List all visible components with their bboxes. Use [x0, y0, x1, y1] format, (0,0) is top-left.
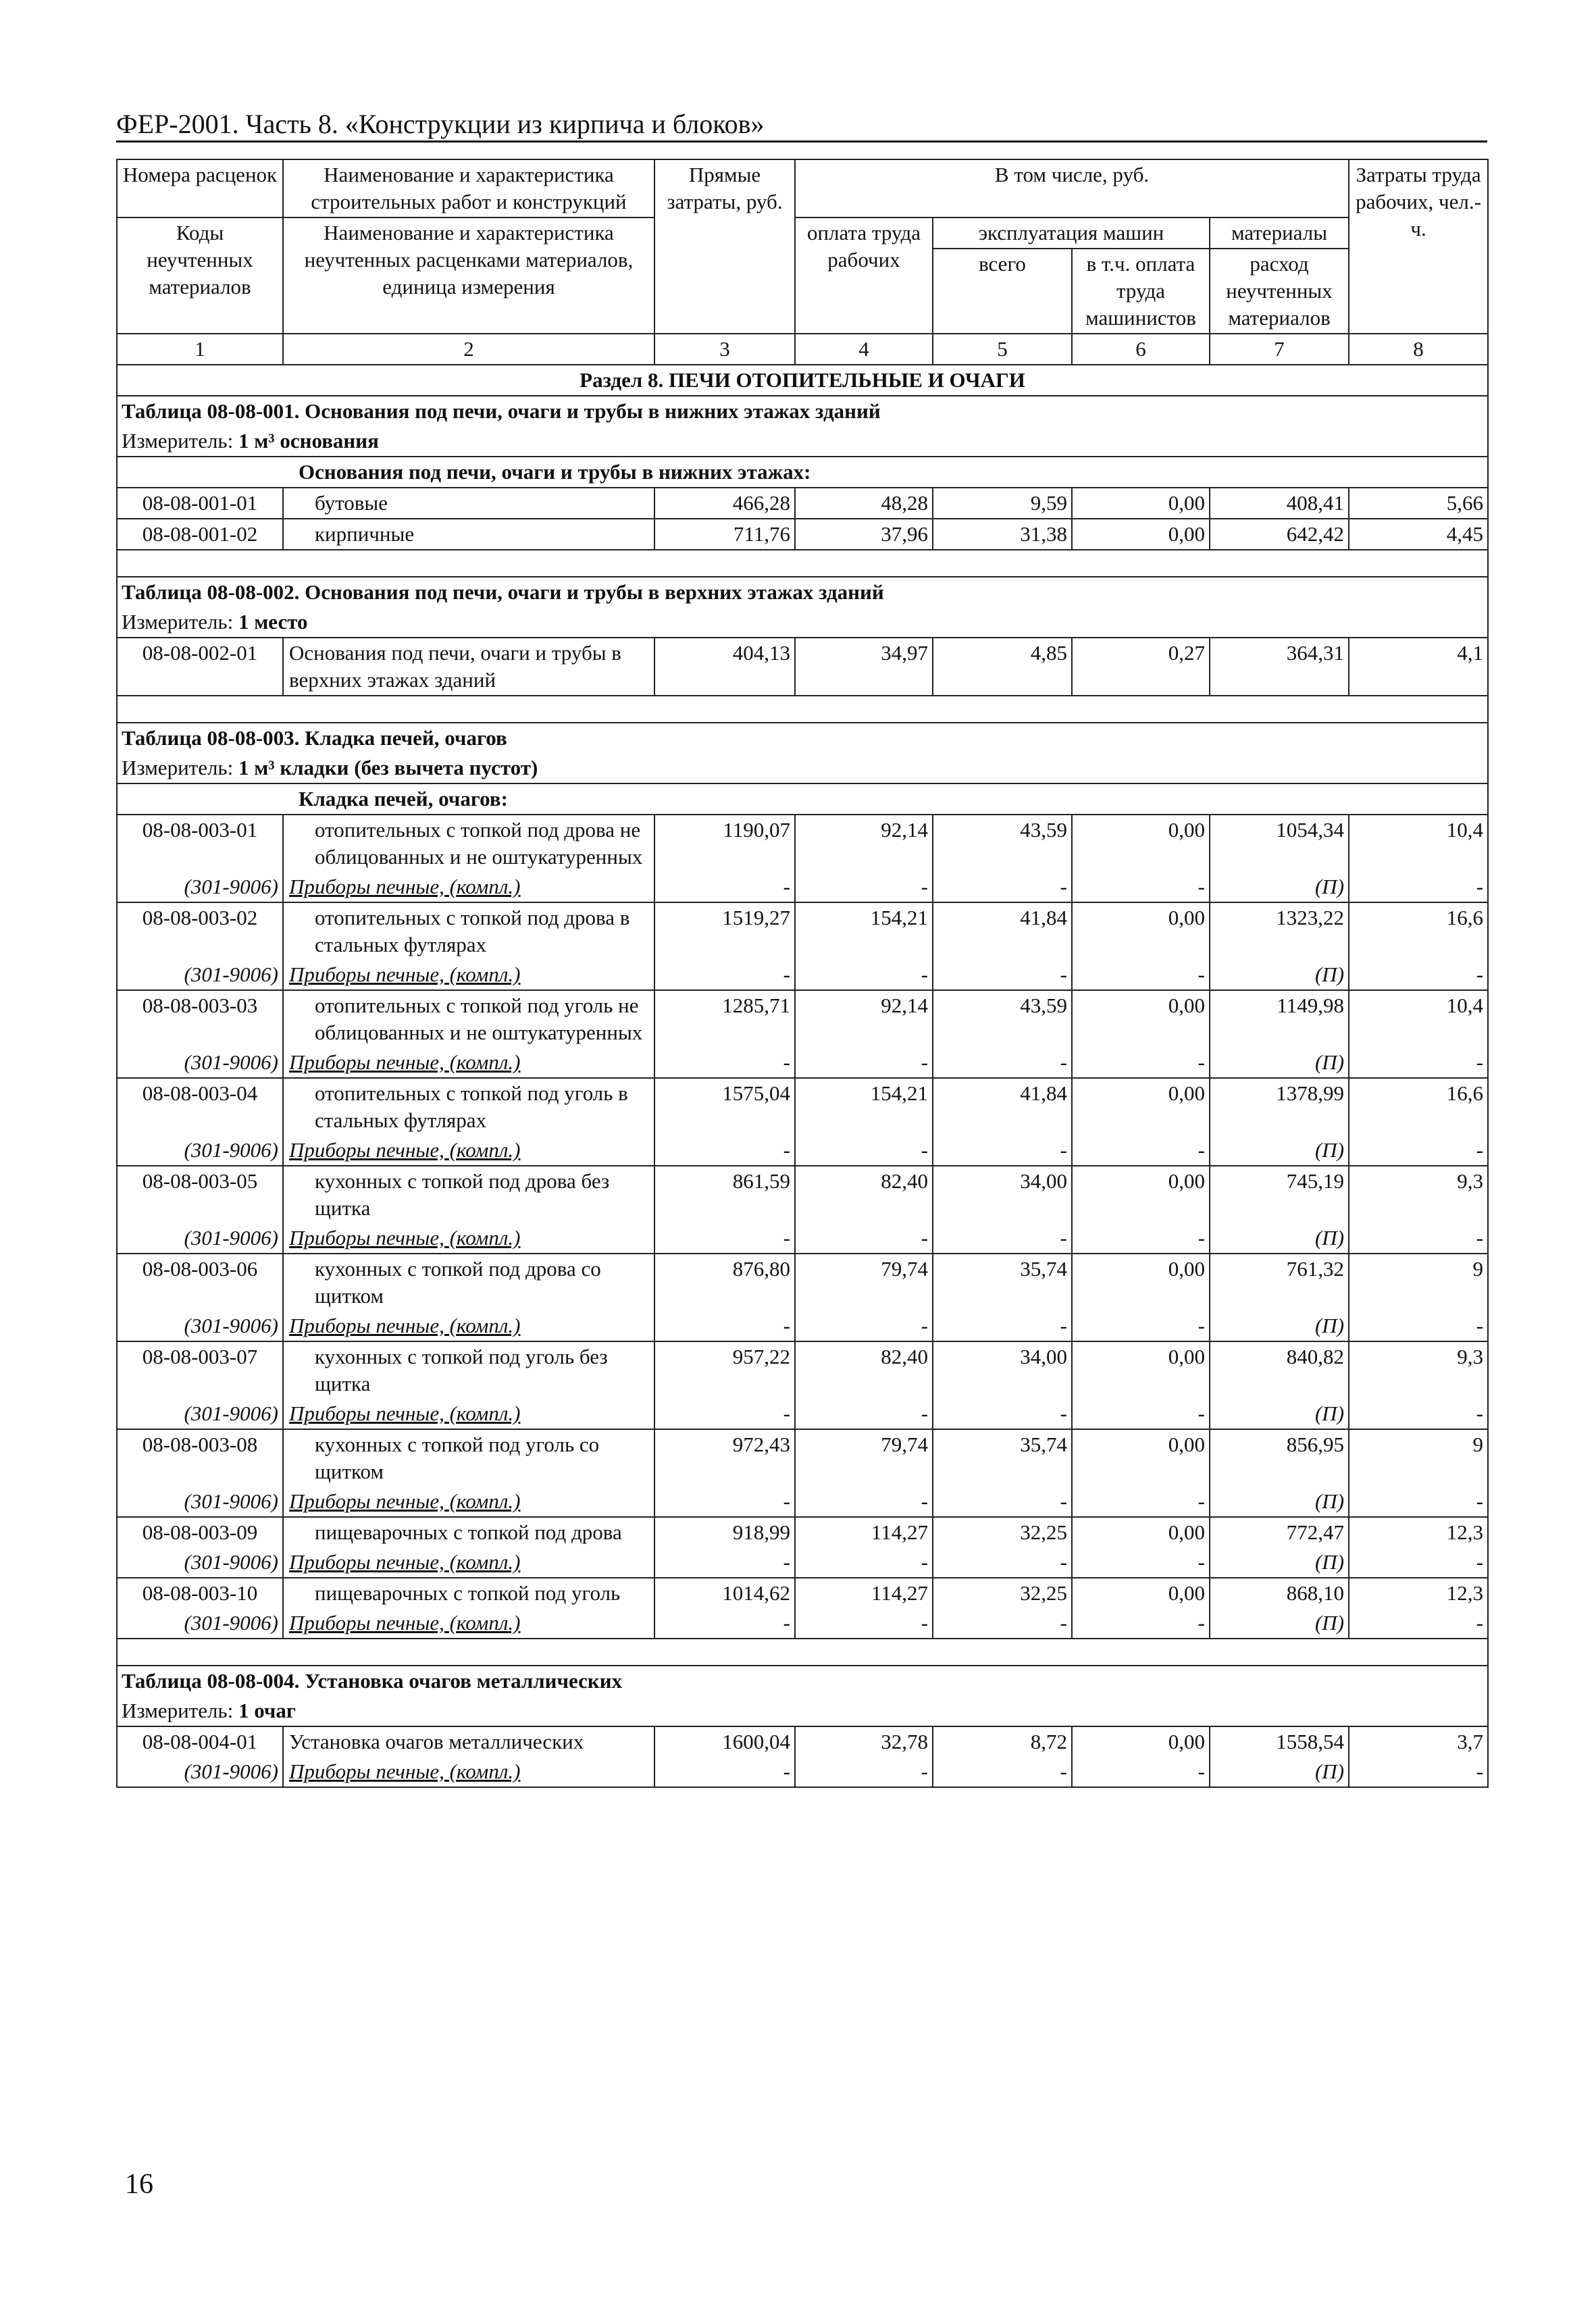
value-c8: 9 — [1349, 1254, 1488, 1311]
value-c8: 16,6 — [1349, 1078, 1488, 1135]
value-c7: 408,41 — [1210, 488, 1349, 519]
material-code: (301-9006) — [117, 1757, 283, 1787]
material-row — [117, 1048, 1488, 1078]
empty-dash: - — [795, 1311, 933, 1341]
material-usage-mark: (П) — [1210, 1048, 1349, 1078]
material-name: Приборы печные, (компл.) — [283, 960, 654, 990]
empty-dash: - — [654, 1399, 795, 1429]
value-c7: 1149,98 — [1210, 990, 1349, 1048]
table-row — [117, 488, 1488, 519]
value-c6: 0,00 — [1072, 488, 1210, 519]
empty-dash: - — [1349, 1223, 1488, 1254]
empty-dash: - — [933, 1608, 1072, 1639]
value-c7: 761,32 — [1210, 1254, 1349, 1311]
col-header-rate-numbers: Номера расценок — [117, 159, 283, 217]
material-code: (301-9006) — [117, 1487, 283, 1517]
empty-dash: - — [795, 1048, 933, 1078]
value-c4: 37,96 — [795, 519, 933, 550]
empty-dash: - — [1072, 960, 1210, 990]
meter-cell — [117, 607, 1488, 638]
empty-dash: - — [795, 1135, 933, 1166]
material-name: Приборы печные, (компл.) — [283, 1608, 654, 1639]
col-number: 2 — [283, 334, 654, 365]
value-c3: 861,59 — [654, 1166, 795, 1223]
value-c8: 9,3 — [1349, 1341, 1488, 1399]
subgroup-title: Кладка печей, очагов: — [117, 783, 1488, 815]
work-name: кухонных с топкой под уголь без щитка — [283, 1341, 654, 1399]
value-c6: 0,00 — [1072, 902, 1210, 960]
value-c5: 32,25 — [933, 1517, 1072, 1547]
value-c3: 1285,71 — [654, 990, 795, 1048]
value-c7: 840,82 — [1210, 1341, 1349, 1399]
material-name: Приборы печные, (компл.) — [283, 1487, 654, 1517]
empty-dash: - — [654, 1311, 795, 1341]
meter-row — [117, 607, 1488, 638]
value-c5: 4,85 — [933, 638, 1072, 696]
empty-dash: - — [1349, 960, 1488, 990]
empty-dash: - — [654, 1135, 795, 1166]
material-row — [117, 1608, 1488, 1639]
empty-dash: - — [654, 1547, 795, 1578]
value-c4: 92,14 — [795, 815, 933, 872]
table-row — [117, 1517, 1488, 1547]
value-c5: 8,72 — [933, 1726, 1072, 1757]
value-c5: 43,59 — [933, 990, 1072, 1048]
value-c4: 114,27 — [795, 1517, 933, 1547]
col-number: 3 — [654, 334, 795, 365]
material-name: Приборы печные, (компл.) — [283, 1547, 654, 1578]
work-name: кухонных с топкой под дрова со щитком — [283, 1254, 654, 1311]
value-c6: 0,00 — [1072, 1429, 1210, 1487]
meter-label: Измеритель: — [122, 1699, 234, 1722]
material-name: Приборы печные, (компл.) — [283, 1399, 654, 1429]
value-c8: 12,3 — [1349, 1578, 1488, 1608]
table-row — [117, 1429, 1488, 1487]
empty-dash: - — [933, 960, 1072, 990]
col-number: 5 — [933, 334, 1072, 365]
value-c7: 642,42 — [1210, 519, 1349, 550]
col-header-work-name: Наименование и характеристика строительных работ и конструкций — [283, 159, 654, 217]
empty-dash: - — [933, 1048, 1072, 1078]
rate-code: 08-08-003-01 — [117, 815, 283, 872]
material-name: Приборы печные, (компл.) — [283, 872, 654, 902]
value-c8: 5,66 — [1349, 488, 1488, 519]
column-numbers-row — [117, 334, 1488, 365]
value-c4: 82,40 — [795, 1166, 933, 1223]
rate-code: 08-08-003-08 — [117, 1429, 283, 1487]
meter-cell — [117, 426, 1488, 457]
empty-dash: - — [654, 960, 795, 990]
value-c4: 79,74 — [795, 1254, 933, 1311]
empty-dash: - — [654, 872, 795, 902]
material-usage-mark: (П) — [1210, 1223, 1349, 1254]
rate-code: 08-08-001-01 — [117, 488, 283, 519]
material-code: (301-9006) — [117, 1223, 283, 1254]
material-usage-mark: (П) — [1210, 1608, 1349, 1639]
empty-dash: - — [654, 1608, 795, 1639]
table-spacer — [117, 550, 1488, 577]
empty-dash: - — [1072, 1135, 1210, 1166]
value-c6: 0,00 — [1072, 1341, 1210, 1399]
value-c5: 41,84 — [933, 902, 1072, 960]
value-c4: 82,40 — [795, 1341, 933, 1399]
document-frame — [116, 159, 1487, 1788]
value-c8: 12,3 — [1349, 1517, 1488, 1547]
col-number: 6 — [1072, 334, 1210, 365]
rate-code: 08-08-003-10 — [117, 1578, 283, 1608]
value-c8: 9,3 — [1349, 1166, 1488, 1223]
spacer-cell — [117, 696, 1488, 723]
col-number: 4 — [795, 334, 933, 365]
empty-dash: - — [1349, 1487, 1488, 1517]
meter-row — [117, 753, 1488, 783]
table-title: Таблица 08-08-004. Установка очагов металлических — [117, 1666, 1488, 1696]
value-c8: 4,45 — [1349, 519, 1488, 550]
value-c7: 772,47 — [1210, 1517, 1349, 1547]
value-c5: 35,74 — [933, 1254, 1072, 1311]
rate-code: 08-08-003-02 — [117, 902, 283, 960]
value-c3: 957,22 — [654, 1341, 795, 1399]
empty-dash: - — [1072, 872, 1210, 902]
empty-dash: - — [933, 1399, 1072, 1429]
value-c5: 32,25 — [933, 1578, 1072, 1608]
material-usage-mark: (П) — [1210, 1487, 1349, 1517]
empty-dash: - — [1349, 1399, 1488, 1429]
value-c4: 154,21 — [795, 902, 933, 960]
rate-code: 08-08-003-09 — [117, 1517, 283, 1547]
value-c7: 856,95 — [1210, 1429, 1349, 1487]
empty-dash: - — [1349, 872, 1488, 902]
value-c6: 0,00 — [1072, 1517, 1210, 1547]
value-c3: 1014,62 — [654, 1578, 795, 1608]
meter-value: 1 м³ основания — [238, 429, 379, 453]
material-usage-mark: (П) — [1210, 1311, 1349, 1341]
empty-dash: - — [1072, 1223, 1210, 1254]
subgroup-row — [117, 457, 1488, 488]
material-usage-mark: (П) — [1210, 1399, 1349, 1429]
value-c8: 4,1 — [1349, 638, 1488, 696]
col-header-group-machines: эксплуатация машин — [933, 217, 1210, 249]
meter-label: Измеритель: — [122, 429, 234, 453]
material-row — [117, 1487, 1488, 1517]
value-c8: 3,7 — [1349, 1726, 1488, 1757]
value-c3: 1575,04 — [654, 1078, 795, 1135]
material-code: (301-9006) — [117, 960, 283, 990]
col-header-material-codes: Коды неучтенных материалов — [117, 217, 283, 334]
empty-dash: - — [1349, 1757, 1488, 1787]
value-c8: 9 — [1349, 1429, 1488, 1487]
material-name: Приборы печные, (компл.) — [283, 1311, 654, 1341]
value-c8: 16,6 — [1349, 902, 1488, 960]
col-header-group-incl: В том числе, руб. — [795, 159, 1349, 217]
table-row — [117, 1166, 1488, 1223]
meter-label: Измеритель: — [122, 610, 234, 634]
table-spacer — [117, 1639, 1488, 1666]
work-name: пищеварочных с топкой под дрова — [283, 1517, 654, 1547]
meter-cell — [117, 1696, 1488, 1726]
col-header-direct-costs: Прямые затраты, руб. — [654, 159, 795, 334]
value-c4: 32,78 — [795, 1726, 933, 1757]
value-c4: 79,74 — [795, 1429, 933, 1487]
rate-code: 08-08-002-01 — [117, 638, 283, 696]
empty-dash: - — [1072, 1608, 1210, 1639]
empty-dash: - — [933, 1757, 1072, 1787]
value-c3: 1600,04 — [654, 1726, 795, 1757]
table-title: Таблица 08-08-001. Основания под печи, очаги и трубы в нижних этажах зданий — [117, 396, 1488, 426]
empty-dash: - — [1072, 1487, 1210, 1517]
col-number: 8 — [1349, 334, 1488, 365]
value-c6: 0,00 — [1072, 990, 1210, 1048]
value-c7: 364,31 — [1210, 638, 1349, 696]
material-usage-mark: (П) — [1210, 1135, 1349, 1166]
value-c3: 1190,07 — [654, 815, 795, 872]
material-usage-mark: (П) — [1210, 1757, 1349, 1787]
value-c6: 0,00 — [1072, 1726, 1210, 1757]
rate-code: 08-08-003-06 — [117, 1254, 283, 1311]
value-c8: 10,4 — [1349, 990, 1488, 1048]
empty-dash: - — [933, 1135, 1072, 1166]
table-title: Таблица 08-08-002. Основания под печи, очаги и трубы в верхних этажах зданий — [117, 577, 1488, 607]
col-number: 7 — [1210, 334, 1349, 365]
value-c4: 48,28 — [795, 488, 933, 519]
col-header-material-name: Наименование и характеристика неучтенных расценками материалов, единица измерения — [283, 217, 654, 334]
empty-dash: - — [654, 1048, 795, 1078]
material-code: (301-9006) — [117, 872, 283, 902]
table-row — [117, 815, 1488, 872]
empty-dash: - — [1349, 1311, 1488, 1341]
rate-code: 08-08-004-01 — [117, 1726, 283, 1757]
section-title-row — [117, 365, 1488, 396]
value-c4: 34,97 — [795, 638, 933, 696]
value-c6: 0,00 — [1072, 519, 1210, 550]
work-name: отопительных с топкой под дрова в стальных футлярах — [283, 902, 654, 960]
material-row — [117, 960, 1488, 990]
value-c6: 0,00 — [1072, 1254, 1210, 1311]
value-c8: 10,4 — [1349, 815, 1488, 872]
work-name: бутовые — [283, 488, 654, 519]
work-name: кухонных с топкой под уголь со щитком — [283, 1429, 654, 1487]
empty-dash: - — [933, 1547, 1072, 1578]
rate-code: 08-08-003-05 — [117, 1166, 283, 1223]
empty-dash: - — [1072, 1547, 1210, 1578]
work-name: пищеварочных с топкой под уголь — [283, 1578, 654, 1608]
value-c3: 918,99 — [654, 1517, 795, 1547]
subgroup-row — [117, 783, 1488, 815]
value-c5: 34,00 — [933, 1166, 1072, 1223]
meter-cell — [117, 753, 1488, 783]
value-c5: 35,74 — [933, 1429, 1072, 1487]
empty-dash: - — [1072, 1757, 1210, 1787]
table-title-row — [117, 723, 1488, 753]
empty-dash: - — [1072, 1048, 1210, 1078]
work-name: отопительных с топкой под дрова не облицованных и не оштукатуренных — [283, 815, 654, 872]
empty-dash: - — [795, 1757, 933, 1787]
work-name: кирпичные — [283, 519, 654, 550]
table-row — [117, 519, 1488, 550]
header-rule — [116, 140, 1487, 143]
rate-code: 08-08-003-03 — [117, 990, 283, 1048]
empty-dash: - — [795, 1399, 933, 1429]
value-c3: 711,76 — [654, 519, 795, 550]
table-row — [117, 1726, 1488, 1757]
value-c3: 466,28 — [654, 488, 795, 519]
column-header-row-1 — [117, 159, 1488, 217]
empty-dash: - — [654, 1487, 795, 1517]
meter-label: Измеритель: — [122, 756, 234, 779]
meter-value: 1 место — [238, 610, 308, 634]
table-row — [117, 638, 1488, 696]
value-c5: 9,59 — [933, 488, 1072, 519]
empty-dash: - — [933, 1311, 1072, 1341]
material-row — [117, 1311, 1488, 1341]
empty-dash: - — [1349, 1547, 1488, 1578]
material-row — [117, 872, 1488, 902]
empty-dash: - — [1349, 1135, 1488, 1166]
col-header-machines-total: всего — [933, 249, 1072, 334]
rate-code: 08-08-003-07 — [117, 1341, 283, 1399]
spacer-cell — [117, 550, 1488, 577]
empty-dash: - — [795, 872, 933, 902]
material-usage-mark: (П) — [1210, 960, 1349, 990]
material-row — [117, 1757, 1488, 1787]
work-name: Установка очагов металлических — [283, 1726, 654, 1757]
empty-dash: - — [1349, 1048, 1488, 1078]
empty-dash: - — [795, 1223, 933, 1254]
value-c4: 92,14 — [795, 990, 933, 1048]
table-title-row — [117, 1666, 1488, 1696]
material-row — [117, 1547, 1488, 1578]
col-header-worker-pay: оплата труда рабочих — [795, 217, 933, 334]
value-c3: 876,80 — [654, 1254, 795, 1311]
page-number: 16 — [125, 2169, 153, 2200]
empty-dash: - — [654, 1757, 795, 1787]
table-row — [117, 990, 1488, 1048]
value-c7: 1378,99 — [1210, 1078, 1349, 1135]
meter-row — [117, 426, 1488, 457]
empty-dash: - — [795, 1547, 933, 1578]
work-name: отопительных с топкой под уголь не облицованных и не оштукатуренных — [283, 990, 654, 1048]
empty-dash: - — [1349, 1608, 1488, 1639]
rate-code: 08-08-003-04 — [117, 1078, 283, 1135]
meter-value: 1 м³ кладки (без вычета пустот) — [238, 756, 538, 779]
value-c3: 972,43 — [654, 1429, 795, 1487]
value-c6: 0,27 — [1072, 638, 1210, 696]
rate-code: 08-08-001-02 — [117, 519, 283, 550]
col-header-group-materials: материалы — [1210, 217, 1349, 249]
section-title: Раздел 8. ПЕЧИ ОТОПИТЕЛЬНЫЕ И ОЧАГИ — [117, 365, 1488, 396]
material-name: Приборы печные, (компл.) — [283, 1048, 654, 1078]
empty-dash: - — [933, 872, 1072, 902]
material-name: Приборы печные, (компл.) — [283, 1757, 654, 1787]
table-row — [117, 1341, 1488, 1399]
material-row — [117, 1399, 1488, 1429]
work-name: отопительных с топкой под уголь в стальных футлярах — [283, 1078, 654, 1135]
empty-dash: - — [795, 1608, 933, 1639]
work-name: Основания под печи, очаги и трубы в верхних этажах зданий — [283, 638, 654, 696]
table-row — [117, 1078, 1488, 1135]
table-spacer — [117, 696, 1488, 723]
rates-table — [116, 159, 1489, 1788]
value-c7: 1054,34 — [1210, 815, 1349, 872]
work-name: кухонных с топкой под дрова без щитка — [283, 1166, 654, 1223]
value-c7: 745,19 — [1210, 1166, 1349, 1223]
meter-value: 1 очаг — [238, 1699, 296, 1722]
empty-dash: - — [1072, 1311, 1210, 1341]
value-c3: 1519,27 — [654, 902, 795, 960]
material-code: (301-9006) — [117, 1608, 283, 1639]
col-number: 1 — [117, 334, 283, 365]
material-code: (301-9006) — [117, 1311, 283, 1341]
empty-dash: - — [933, 1487, 1072, 1517]
table-title: Таблица 08-08-003. Кладка печей, очагов — [117, 723, 1488, 753]
value-c5: 41,84 — [933, 1078, 1072, 1135]
material-usage-mark: (П) — [1210, 872, 1349, 902]
empty-dash: - — [654, 1223, 795, 1254]
material-code: (301-9006) — [117, 1135, 283, 1166]
material-row — [117, 1223, 1488, 1254]
material-code: (301-9006) — [117, 1048, 283, 1078]
meter-row — [117, 1696, 1488, 1726]
value-c7: 1323,22 — [1210, 902, 1349, 960]
value-c5: 31,38 — [933, 519, 1072, 550]
col-header-labor: Затраты труда рабочих, чел.-ч. — [1349, 159, 1488, 334]
value-c4: 114,27 — [795, 1578, 933, 1608]
table-row — [117, 1578, 1488, 1608]
subgroup-title: Основания под печи, очаги и трубы в нижних этажах: — [117, 457, 1488, 488]
material-name: Приборы печные, (компл.) — [283, 1135, 654, 1166]
page-header-title: ФЕР-2001. Часть 8. «Конструкции из кирпича и блоков» — [116, 109, 765, 139]
value-c6: 0,00 — [1072, 1578, 1210, 1608]
value-c6: 0,00 — [1072, 815, 1210, 872]
spacer-cell — [117, 1639, 1488, 1666]
empty-dash: - — [1072, 1399, 1210, 1429]
col-header-materials-usage: расход неучтенных материалов — [1210, 249, 1349, 334]
value-c5: 43,59 — [933, 815, 1072, 872]
material-code: (301-9006) — [117, 1399, 283, 1429]
column-header-row-2 — [117, 217, 1488, 249]
material-row — [117, 1135, 1488, 1166]
material-code: (301-9006) — [117, 1547, 283, 1578]
col-header-machinist-pay: в т.ч. оплата труда машинистов — [1072, 249, 1210, 334]
empty-dash: - — [795, 1487, 933, 1517]
value-c3: 404,13 — [654, 638, 795, 696]
value-c7: 1558,54 — [1210, 1726, 1349, 1757]
material-usage-mark: (П) — [1210, 1547, 1349, 1578]
material-name: Приборы печные, (компл.) — [283, 1223, 654, 1254]
empty-dash: - — [933, 1223, 1072, 1254]
table-row — [117, 902, 1488, 960]
table-title-row — [117, 396, 1488, 426]
value-c6: 0,00 — [1072, 1166, 1210, 1223]
value-c7: 868,10 — [1210, 1578, 1349, 1608]
table-title-row — [117, 577, 1488, 607]
value-c4: 154,21 — [795, 1078, 933, 1135]
value-c5: 34,00 — [933, 1341, 1072, 1399]
table-row — [117, 1254, 1488, 1311]
empty-dash: - — [795, 960, 933, 990]
value-c6: 0,00 — [1072, 1078, 1210, 1135]
